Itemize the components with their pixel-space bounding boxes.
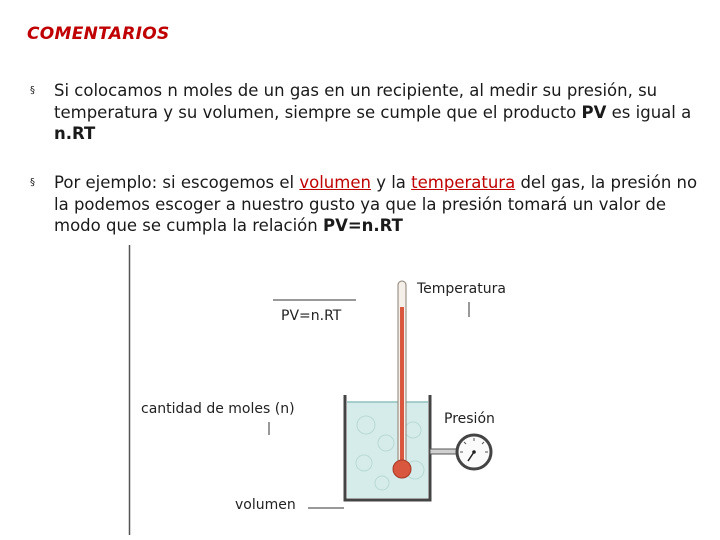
bullet-text-1 [54,80,704,145]
thermometer-mercury [400,307,404,467]
moles-label: cantidad de moles (n) [141,401,295,417]
bullet2-text-part3: del gas, la presión no la podemos escoger a nuestro gusto ya que la presión tomará un valor de modo que se cumpla la relación [54,173,698,235]
bullet1-nrt: n.RT [54,124,96,143]
gauge-hub [472,450,476,454]
gas-diagram [128,245,550,535]
bullet-mark: § [30,177,35,188]
volume-label: volumen [235,497,296,513]
bullet1-text-part2: es igual a [606,102,692,122]
bullet2-volumen: volumen [299,173,371,192]
temperature-label: Temperatura [417,281,506,297]
bullet2-text-part1: Por ejemplo: si escogemos el [54,173,300,192]
bullet2-formula: PV=n.RT [322,216,403,235]
thermometer-bulb [393,460,411,478]
pressure-label: Presión [444,411,495,427]
bullet2-text-part2: y la [370,173,412,192]
bullet-text-2 [54,172,704,237]
formula-label: PV=n.RT [281,308,342,324]
section-title: COMENTARIOS [27,24,170,44]
gas-diagram-svg [128,245,550,535]
bullet2-temperatura: temperatura [411,173,516,192]
bullet1-text-part1: Si colocamos n moles de un gas en un recipiente, al medir su presión, su temperatura y su volumen, siempre se cumple que el producto [54,81,658,122]
gas-liquid [347,402,428,498]
bullet1-pv: PV [581,102,607,122]
bullet-mark: § [30,85,35,96]
